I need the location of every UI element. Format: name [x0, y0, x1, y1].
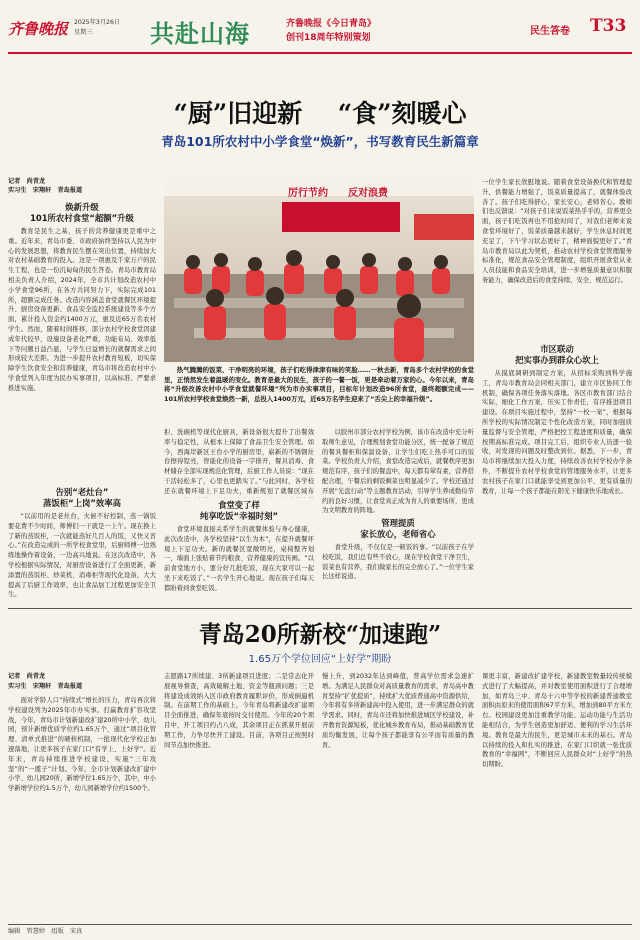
story1-byline-intern: 实习生 宋翔轩 青岛报道	[8, 187, 83, 194]
story1-col4-body-2: 从摸底调研到制定方案，从招标采购到科学施工，青岛市教育局会同相关部门，建立市区协同工作机制，确保各项任务落实落地。各区市教育部门结合实际，细化工作方案，压实工作责任，有序推进项目建设。在项目实施过程中，坚持“一校一案”，根据每所学校的实际情况制定个性化改造方案，同时加强质量监督与安全管理，严格把控工程进度和质量，确保按期高标准完成。项目完工后，组织专业人员逐一验收，对发现的问题及时整改到位。据悉，下一步，青岛市将继续加大投入力度，持续改善农村学校办学条件，不断提升农村学校食堂的管理服务水平，让更多农村孩子在家门口就能享受到更加公平、更有质量的教育，让每一个孩子都能在阳光下健康快乐地成长。	[482, 370, 632, 495]
story1-col3-body-2: 食堂升级，不仅仅是一顿饭的事。“以前孩子在学校吃饭，我们总有些不放心，现在学校食堂干净卫生，饭菜也有营养，我们做家长的完全放心了。”一位学生家长这样说道。	[322, 544, 474, 581]
story2-column-3	[322, 672, 474, 920]
section-head-city-district: 市区联动 把实事办到群众心坎上	[515, 344, 599, 365]
story1-column-1	[8, 200, 156, 598]
story2-col2-body: 志愿路17所续建、3所新建项目进度；二是常态化开展视导督查，高效破解土地、资金等瓶颈问题；三是将建设成效纳入区市政府教育履职评价，形成倒逼机制。在前期工作的基础上，今年青岛将新建改扩建项目全面推进，确保年底按时交付使用。今年的20个项目中，开工项目约占八成，其余项目正在抓紧开展前期工作，力争尽快开工建设。目前，各项目正按照时间节点加快推进。	[164, 673, 314, 749]
photo-illustration	[164, 178, 474, 362]
story2-column-4	[482, 672, 632, 920]
story1-col2-body-2: 食堂环境直接关系学生的就餐体验与身心健康，此次改造中，各学校坚持“以生为本”，在提升就餐环境上下足功夫。新的就餐区宽敞明亮，桌椅整齐划一，墙面上张贴着节约粮食、营养健康的宣传画。“以前食堂地方小，要分好几批吃饭，现在大家可以一起坐下来吃饭了。”一名学生开心地说。现在孩子们每天都盼着到食堂吃饭。	[164, 526, 314, 592]
story1-column-2	[164, 428, 314, 598]
cafeteria-photo	[164, 178, 474, 362]
story2-col3-body: 慢上升，到2032年达到峰值，普高学位需求急速扩增。为满足人民群众对高质量教育的需求，青岛高中教育坚持“扩优提质”，持续扩大优质普通高中资源供给，今年将有多所新建高中投入使用，进一步满足群众的就学需求。同时，青岛市还将加快推进城区学校建设，补齐教育资源短板，优化城乡教育布局，推动基础教育优质均衡发展，让每个孩子都能享有公平而有质量的教育。	[322, 673, 474, 749]
story1-col3-body: 以胶州市部分农村学校为例，该市在改造中充分听取师生意见，合理规划食堂功能分区，统一配备了规范的餐具餐柜和保温设备，让学生们吃上热乎可口的饭菜。学校负责人介绍，食堂改造完成后，就餐秩序更加规范有序，孩子们的餐盘中，每天都有荤有素，营养搭配合理，午餐后的剩饭剩菜也明显减少了。学校还通过开展“光盘行动”等主题教育活动，引导学生养成勤俭节约的良好习惯，让食堂真正成为育人的重要场所，更成为文明教育的阵地。	[322, 429, 474, 515]
section-name: 民生答卷	[530, 26, 570, 37]
banner-line-1: 齐鲁晚报《今日青岛》	[286, 19, 377, 29]
story1-subtitle: 青岛101所农村中小学食堂“焕新”，书写教育民生新篇章	[161, 134, 479, 149]
story1-col4-body: 一位学生家长欣慰地说。随着食堂设备换代和管理提升，供餐能力增强了，饭菜质量提高了，就餐体验改善了。孩子们吃得舒心，家长安心，老师省心。教师们也反馈说：“对孩子们来说饭菜热乎乎的，营养更全面，孩子们吃饭再也不用抢时间了，对我们老师来说食堂环境好了，饭菜质量越来越好，学生休息时间更充足了，下午学习状态更好了，精神面貌更好了。”青岛市教育局以此为契机，推动农村学校食堂管理服务标准化，规范食品安全管理制度，组织开展食堂从业人员技能和食品安全培训，进一步增强质量意识和服务能力，确保改造后的食堂持续、安全、规范运行。	[482, 179, 632, 284]
story2-column-2	[164, 672, 314, 920]
story1-title	[0, 94, 640, 130]
story2-col4-body: 课更丰富，新建改扩建学校，新建教室数量较传统模式进行了大幅提高，并对教室使用面积进行了合理增加，如青岛三中、青岛十六中等学校的新建普通教室面积由原来的使用面积67平方米，增加到80平方米左右。校园建设更加注重教学功能、运动功能与生活功能相结合，为学生创造更加舒适、便利的学习生活环境。教育是最大的民生，更是城市未来的基石。青岛以持续的投入和扎实的推进，在家门口织就一张优质教育的“幸福网”，不断回应人民群众对“上好学”的热切期盼。	[482, 673, 632, 769]
story-divider	[8, 608, 632, 609]
section-head-management: 管理提质 家长放心，老师省心	[360, 518, 436, 539]
story1-byline-reporter: 记者 尚青龙	[8, 178, 46, 185]
footer-rule	[8, 924, 632, 925]
masthead-rule	[8, 52, 632, 54]
story1-column-4	[482, 178, 632, 598]
story1-column-3	[322, 428, 474, 598]
story2-byline-reporter: 记者 尚青龙	[8, 673, 46, 680]
photo-sign-2: 反对浪费	[348, 188, 388, 199]
story1-title-part-a: “厨”旧迎新	[173, 99, 303, 128]
page-number: T33	[590, 16, 627, 36]
story1-col1-body: 教育是民生之基，孩子的营养健康更是重中之重。近年来，青岛市委、市政府始终坚持以人民为中心的发展思想，将教育民生摆在突出位置，持续加大对农村基础教育的投入。这是一项惠及千家万户的民生工程，也是一份沉甸甸的民生答卷。青岛市教育局相关负责人介绍，2024年，全市共计划改造农村中小学食堂96所，在各方共同努力下，实际完成101所，超额完成任务。改造内容涵盖食堂就餐区环境提升、厨房设备更新、食品安全监控系统建设等多个方面，累计投入资金约1400万元，惠及近65万名农村学生。然而，随着时间推移，部分农村学校食堂因建成年代较早，设施设备老化严重，功能布局、效率低下等问题日益凸显，与学生日益增长的就餐需求之间形成较大差距。为进一步提升农村教育短板，切实保障学生饮食安全和营养健康，青岛市将改造农村中小学食堂列入年度为民办实事项目，以高标准、严要求推进实施。	[8, 228, 156, 392]
issue-date: 2025年3月26日	[74, 19, 121, 26]
footer-editors: 编辑 管慧婷 组版 宋真	[8, 928, 83, 935]
story2-subtitle: 1.65万个学位回应“上好学”期盼	[248, 654, 392, 665]
story2-column-1	[8, 696, 156, 920]
story1-col2-body: 拒、洗碗机等现代化厨具，新设备很大提升了出餐效率与稳定性，从根本上保障了食品卫生安全管理。如今，西海岸新区王台小学的厨房里，崭新的不锈钢灶台擦得锃亮，智能化的设备一字排开，餐具消毒、食材储存全部实现规范化管理，后厨工作人员说：“现在干活轻松多了，心里也更踏实了。”与此同时，各学校还在就餐环境上下足功夫，重新规划了就餐区域布	[164, 429, 314, 495]
photo-sign-1: 厉行节约	[288, 188, 328, 199]
masthead	[0, 0, 640, 60]
photo-caption: 热气腾腾的饭菜、干净明亮的环境，孩子们吃得津津有味的笑脸……一秋去新，青岛多个农村学校的食堂里，正悄然发生着温暖的变化。教育是最大的民生，孩子的一餐一饭，更是牵动着万家的心。今年以来，青岛将“升级改善农村中小学食堂就餐环境”列为市办实事项目，目标年计划改造96所食堂，最终超额完成——101所农村学校食堂焕然一新，总投入1400万元，近65万名学生迎来了“舌尖上的幸福升级”。	[164, 366, 474, 403]
section-head-old-stove: 告别“老灶台” 蒸饭柜“上岗”效率高	[42, 487, 121, 508]
section-head-cafeteria-change: 食堂变了样 纯享吃饭“幸福时刻”	[199, 500, 278, 521]
banner-line-2: 创刊18周年特别策划	[286, 33, 371, 43]
banner-title: 共赴山海	[150, 19, 250, 48]
story1-title-part-b: “食”刻暖心	[337, 99, 467, 128]
story2-byline-intern: 实习生 宋翔轩 青岛报道	[8, 683, 83, 690]
story2-col1-body: 面对学龄人口“持续式”增长的压力，青岛再次将学校建设列为2025年市办实事。打赢教育扩容攻坚战，今年，青岛市计划新建改扩建20所中小学、幼儿园，预计新增优质学位约1.65万个，通过“项目化管理、清单式推进”的硬核机制，一批现代化学校正加速落地，让更多孩子在家门口“有学上、上好学”。近年来，青岛持续推进学校建设，实施“三年攻坚”的“一揽子”计划。今年，全市计划新建改扩建中小学、幼儿园20所，新增学位1.65万个，其中，中小学新增学位约1.5万个，幼儿园新增学位约1500个。	[8, 697, 156, 793]
story2-title: 青岛20所新校“加速跑”	[198, 621, 442, 648]
section-head-renovation: 焕新升级 101所农村食堂“超额”升级	[30, 202, 134, 223]
issue-weekday: 星期三	[74, 29, 93, 36]
story1-col1-body-2: “以前用的是老灶台，火候不好控制，蒸一锅饭要花费不少时间，师傅们一干就是一上午。现在换上了新的蒸饭柜，一次就能蒸好几百人的饭，又快又省心。”在改造完成的一所学校食堂里，后厨师傅一边熟练地操作着设备，一边高兴地说。在这次改造中，各学校根据实际情况，对厨房设备进行了全面更新，新添置的蒸饭柜、炒菜机、消毒柜等现代化设备，大大提高了后厨工作效率，也让食品加工过程更加安全卫生。	[8, 513, 156, 598]
newspaper-logo: 齐鲁晚报	[8, 20, 69, 38]
